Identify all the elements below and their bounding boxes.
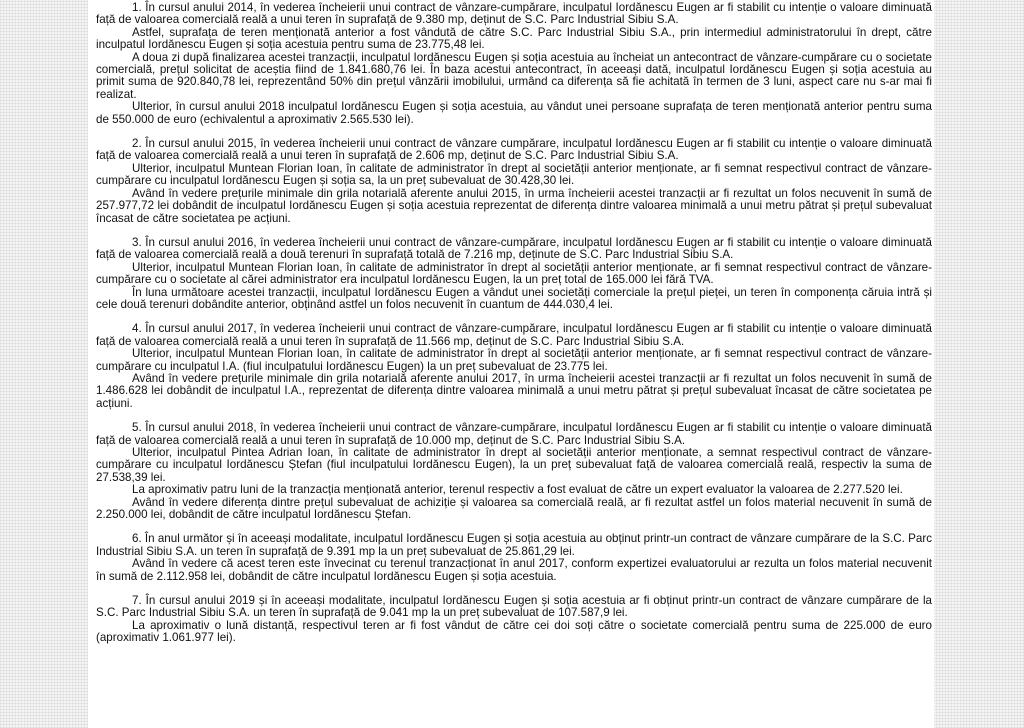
paragraph: La aproximativ o lună distanță, respectivul teren ar fi fost vândut de către cei doi soți către o societate comercială pentru suma de 225.000 de euro (aproximativ 1.061.977 lei). xyxy=(96,618,932,645)
section-1 xyxy=(96,2,932,126)
paragraph: 1. În cursul anului 2014, în vederea încheierii unui contract de vânzare-cumpărare, inculpatul Iordănescu Eugen ar fi stabilit cu intenție o valoare diminuată față de valoarea comercială reală a unui teren în suprafață de 9.380 mp, deținut de S.C. Parc Industrial Sibiu S.A. xyxy=(96,1,932,27)
section-7 xyxy=(96,595,932,645)
section-2 xyxy=(96,138,932,225)
paragraph: 3. În cursul anului 2016, în vederea încheierii unui contract de vânzare-cumpărare, inculpatul Iordănescu Eugen ar fi stabilit cu intenție o valoare diminuată față de valoarea comercială reală a două terenuri în suprafață totală de 7.216 mp, deținute de S.C. Parc Industrial Sibiu S.A. xyxy=(96,235,932,262)
paragraph: 5. În cursul anului 2018, în vederea încheierii unui contract de vânzare-cumpărare, inculpatul Iordănescu Eugen ar fi stabilit cu intenție o valoare diminuată față de valoarea comercială reală a unui teren în suprafață de 10.000 mp, deținut de S.C. Parc Industrial Sibiu S.A. xyxy=(96,421,932,447)
paragraph: Ulterior, inculpatul Muntean Florian Ioan, în calitate de administrator în drept al societății anterior menționate, ar fi semnat respectivul contract de vânzare-cumpărare cu inculpatul Iordănescu Eugen și soția sa, la un preț subevaluat de 30.428,30 lei. xyxy=(96,161,932,188)
paragraph: Având în vedere că acest teren este învecinat cu terenul tranzacționat în anul 2017, conform expertizei evaluatorului ar rezulta un folos material necuvenit în sumă de 2.112.958 lei, dobândit de către inculpatul Iordănescu Eugen și soția acestuia. xyxy=(96,557,932,583)
section-3 xyxy=(96,237,932,311)
document-page xyxy=(88,0,934,728)
paragraph: Având în vedere prețurile minimale din grila notarială aferente anului 2015, în urma încheierii acestei tranzacții ar fi rezultat un folos necuvenit în sumă de 257.977,72 lei dobândit de inculpatul Iordănescu Eugen și soția acestuia reprezentat de diferența dintre valoarea minimală a unui metru pătrat și prețul subevaluat încasat de către societatea pe acțiuni. xyxy=(96,186,932,225)
section-5 xyxy=(96,422,932,521)
paragraph: Ulterior, inculpatul Pintea Adrian Ioan, în calitate de administrator în drept al societății anterior menționate, a semnat respectivul contract de vânzare-cumpărare cu inculpatul Iordănescu Ștefan (fiul inculpatului Iordănescu Eugen), la un preț subevaluat față de valoarea comercială reală, respectiv la suma de 27.538,39 lei. xyxy=(96,446,932,484)
paragraph: Ulterior, în cursul anului 2018 inculpatul Iordănescu Eugen și soția acestuia, au vândut unei persoane suprafața de teren menționată anterior pentru suma de 550.000 de euro (echivalentul a aproximativ 2.565.530 lei). xyxy=(96,100,932,126)
paragraph: 4. În cursul anului 2017, în vederea încheierii unui contract de vânzare-cumpărare, inculpatul Iordănescu Eugen ar fi stabilit cu intenție o valoare diminuată față de valoarea comercială reală a unui teren în suprafață de 11.566 mp, deținut de S.C. Parc Industrial Sibiu S.A. xyxy=(96,322,932,348)
paragraph: Având în vedere prețurile minimale din grila notarială aferente anului 2017, în urma încheierii acestei tranzacții ar fi rezultat un folos necuvenit în sumă de 1.486.628 lei dobândit de inculpatul I.A., reprezentat de diferența dintre valoarea minimală a unui metru pătrat și prețul subevaluat încasat de către societatea pe acțiuni. xyxy=(96,371,932,410)
paragraph: 6. În anul următor și în aceeași modalitate, inculpatul Iordănescu Eugen și soția acestuia au obținut printr-un contract de vânzare cumpărare de la S.C. Parc Industrial Sibiu S.A. un teren în suprafață de 9.391 mp la un preț subevaluat de 25.861,29 lei. xyxy=(96,532,932,558)
paragraph: A doua zi după finalizarea acestei tranzacții, inculpatul Iordănescu Eugen și soția acestuia au încheiat un antecontract de vânzare-cumpărare cu o societate comercială, prețul solicitat de aceștia fiind de 1.841.680,76 lei. În baza acestui antecontract, în aceeași dată, inculpatul Iordănescu Eugen și soția acestuia au primit suma de 920.840,78 lei, reprezentând 50% din prețul vânzării imobilului, urmând ca diferența să fie achitată în termen de 3 luni, aspect care nu s-ar mai fi realizat. xyxy=(96,50,932,101)
paragraph: La aproximativ patru luni de la tranzacția menționată anterior, terenul respectiv a fost evaluat de către un expert evaluator la valoarea de 2.277.520 lei. xyxy=(132,483,903,497)
section-6 xyxy=(96,533,932,583)
section-4 xyxy=(96,323,932,410)
paragraph: 2. În cursul anului 2015, în vederea încheierii unui contract de vânzare cumpărare, inculpatul Iordănescu Eugen ar fi stabilit cu intenție o valoare diminuată față de valoarea comercială reală a unui teren în suprafață de 2.606 mp, deținut de S.C. Parc Industrial Sibiu S.A. xyxy=(96,137,932,163)
paragraph: Ulterior, inculpatul Muntean Florian Ioan, în calitate de administrator în drept al societății anterior menționate, ar fi semnat respectivul contract de vânzare-cumpărare cu o societate al cărei administrator era inculpatul Iordănescu Eugen, la un preț total de 165.000 lei fără TVA. xyxy=(96,260,932,287)
paragraph: În luna următoare acestei tranzacții, inculpatul Iordănescu Eugen a vândut unei societăți comerciale la prețul pieței, un teren în componența căruia intră și cele două terenuri dobândite anterior, obținând astfel un folos necuvenit în cuantum de 444.030,4 lei. xyxy=(96,285,932,311)
paragraph: Având în vedere diferența dintre prețul subevaluat de achiziție și valoarea sa comercială reală, ar fi rezultat astfel un folos material necuvenit în sumă de 2.250.000 lei, dobândit de către inculpatul Iordănescu Ștefan. xyxy=(96,495,932,522)
paragraph: Ulterior, inculpatul Muntean Florian Ioan, în calitate de administrator în drept al societății anterior menționate, ar fi semnat respectivul contract de vânzare-cumpărare cu inculpatul I.A. (fiul inculpatului Iordănescu Eugen) la un preț subevaluat de 23.775 lei. xyxy=(96,347,932,373)
paragraph: 7. În cursul anului 2019 și în aceeași modalitate, inculpatul Iordănescu Eugen și soția acestuia ar fi obținut printr-un contract de vânzare cumpărare de la S.C. Parc Industrial Sibiu S.A. un teren în suprafață de 9.041 mp la un preț subevaluat de 107.587,9 lei. xyxy=(96,594,932,620)
document-body xyxy=(88,0,934,645)
paragraph: Astfel, suprafața de teren menționată anterior a fost vândută de către S.C. Parc Industrial Sibiu S.A., prin intermediul administratorului în drept, către inculpatul Iordănescu Eugen și soția acestuia pentru suma de 23.775,48 lei. xyxy=(96,25,932,52)
